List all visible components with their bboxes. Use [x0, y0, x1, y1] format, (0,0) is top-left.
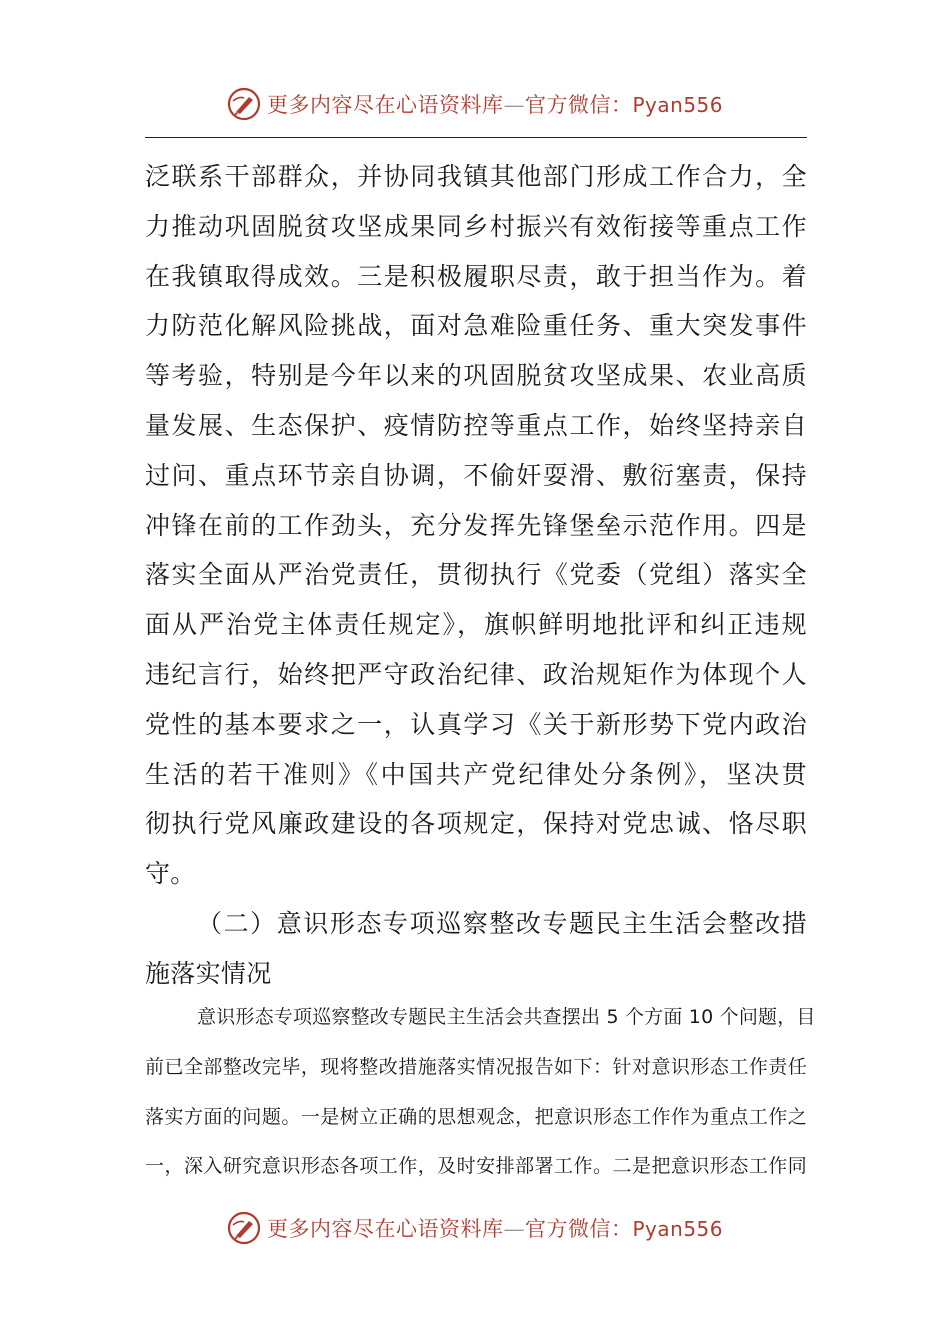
- footer-dash: —: [503, 1217, 525, 1241]
- body-line: 等考验，特别是今年以来的巩固脱贫攻坚成果、农业高质: [145, 361, 807, 391]
- section-line: 前已全部整改完毕，现将整改措施落实情况报告如下：针对意识形态工作责任: [145, 1055, 807, 1078]
- body-line: 生活的若干准则》《中国共产党纪律处分条例》，坚决贯: [145, 759, 807, 789]
- header-banner-text: [267, 89, 723, 119]
- header-divider: [145, 137, 807, 138]
- section-paragraph: [145, 993, 816, 1192]
- section-line: 落实方面的问题。一是树立正确的思想观念，把意识形态工作作为重点工作之: [145, 1105, 807, 1128]
- body-line: 泛联系干部群众，并协同我镇其他部门形成工作合力，全: [145, 162, 807, 191]
- footer-banner-text: [267, 1213, 723, 1243]
- section-line: 意识形态专项巡察整改专题民主生活会共查摆出 5 个方面 10 个问题，目: [197, 1006, 816, 1028]
- body-line: 冲锋在前的工作劲头，充分发挥先锋堡垒示范作用。四是: [145, 510, 807, 540]
- header-dash: —: [503, 93, 525, 117]
- body-line: 在我镇取得成效。三是积极履职尽责，敢于担当作为。着: [145, 261, 807, 291]
- body-line: 量发展、生态保护、疫情防控等重点工作，始终坚持亲自: [145, 410, 807, 440]
- footer-banner: [0, 1208, 950, 1248]
- body-line: 彻执行党风廉政建设的各项规定，保持对党忠诚、恪尽职: [145, 809, 807, 839]
- body-line: 落实全面从严治党责任，贯彻执行《党委（党组）落实全: [145, 560, 807, 590]
- body-line: 过问、重点环节亲自协调，不偷奸耍滑、敷衍塞责，保持: [145, 460, 807, 490]
- section-line: 一，深入研究意识形态各项工作，及时安排部署工作。二是把意识形态工作同: [145, 1155, 807, 1178]
- section-heading-line1: （二）意识形态专项巡察整改专题民主生活会整改措: [197, 908, 807, 938]
- body-line: 党性的基本要求之一，认真学习《关于新形势下党内政治: [145, 709, 807, 739]
- pen-logo-icon: [227, 1211, 261, 1245]
- footer-wechat-label: 官方微信：: [524, 1217, 633, 1241]
- body-line: 违纪言行，始终把严守政治纪律、政治规矩作为体现个人: [145, 659, 807, 689]
- header-wechat-label: 官方微信：: [524, 93, 633, 117]
- body-line: 守。: [145, 859, 196, 889]
- header-banner: [0, 84, 950, 124]
- body-line: 面从严治党主体责任规定》，旗帜鲜明地批评和纠正违规: [145, 610, 807, 640]
- body-line: 力防范化解风险挑战，面对急难险重任务、重大突发事件: [145, 311, 807, 341]
- header-site-text: 更多内容尽在心语资料库: [266, 93, 504, 117]
- footer-site-text: 更多内容尽在心语资料库: [266, 1217, 504, 1241]
- body-line: 力推动巩固脱贫攻坚成果同乡村振兴有效衔接等重点工作: [145, 211, 807, 241]
- footer-wechat-id: Pyan556: [632, 1217, 723, 1241]
- section-heading-line2: 施落实情况: [145, 958, 272, 988]
- pen-logo-icon: [227, 87, 261, 121]
- header-wechat-id: Pyan556: [632, 93, 723, 117]
- body-paragraph: [145, 152, 807, 999]
